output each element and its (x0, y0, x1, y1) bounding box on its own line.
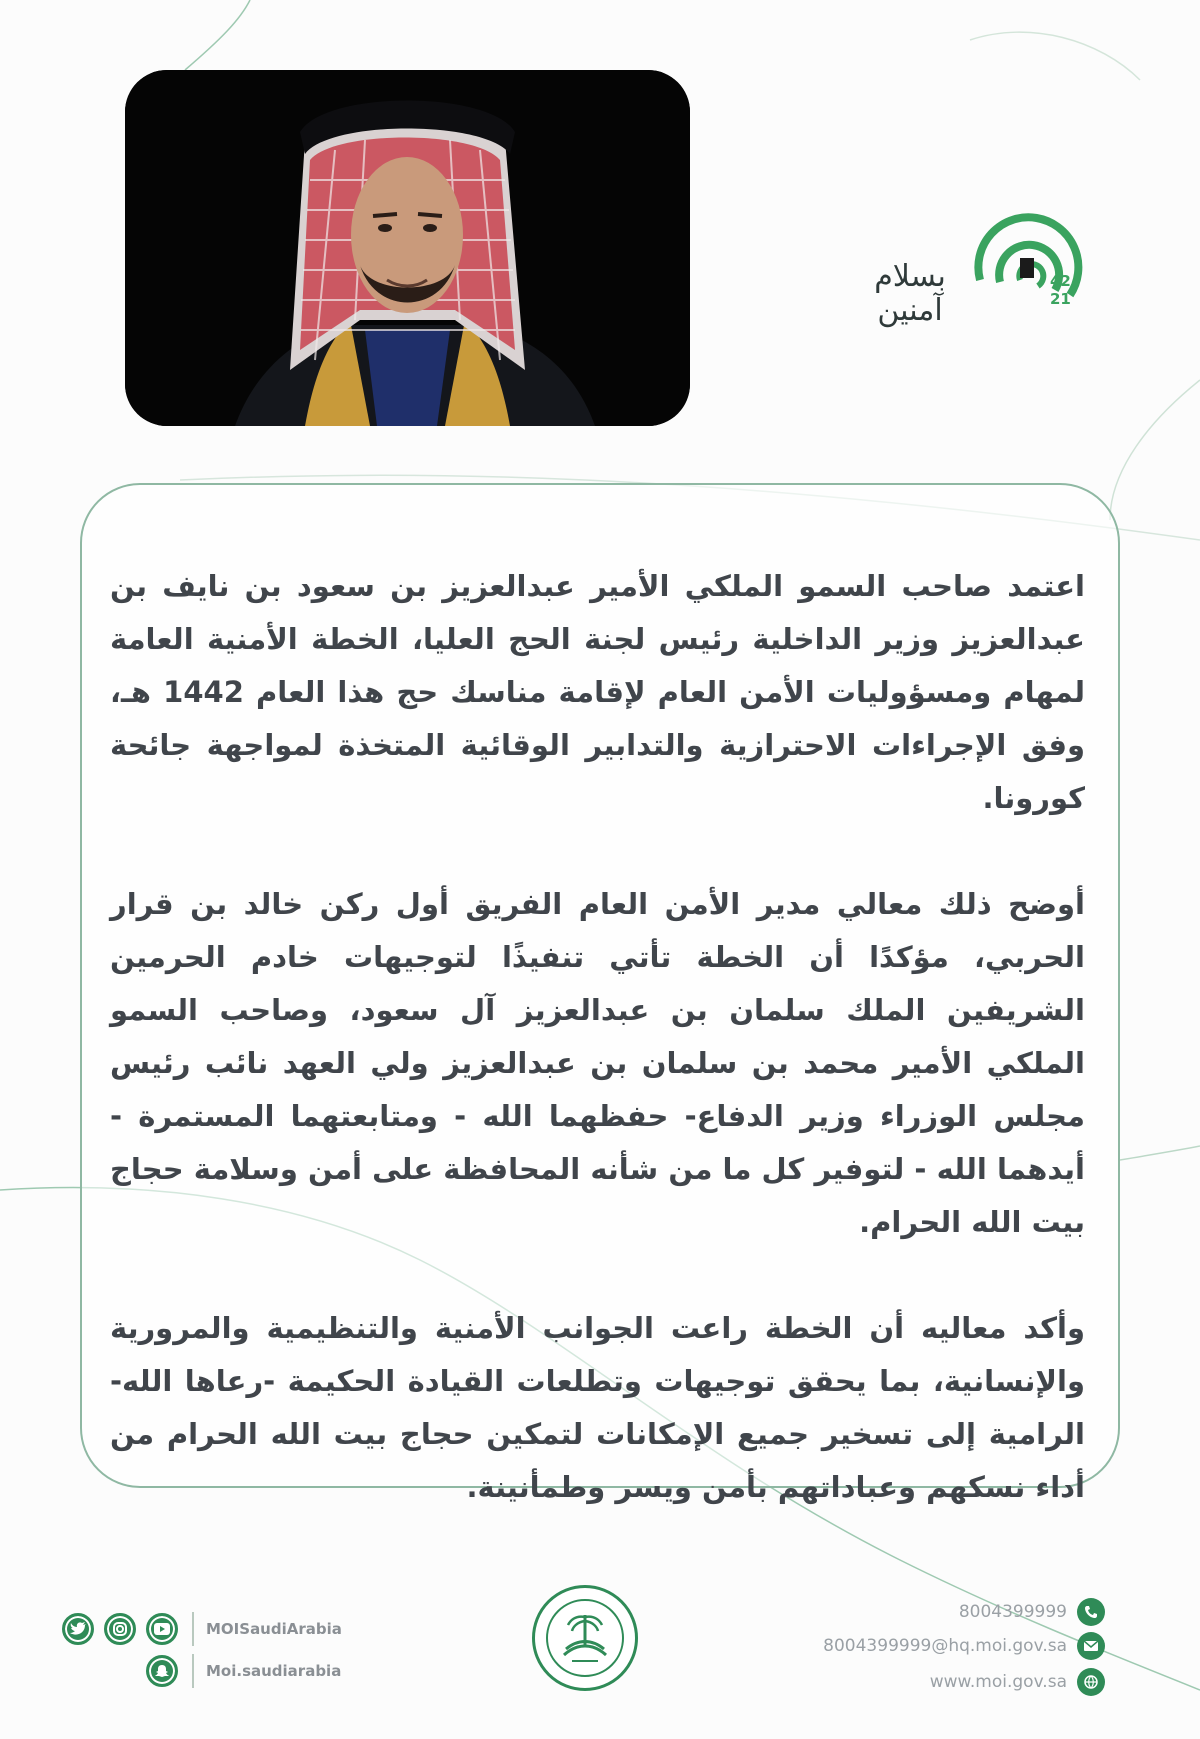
campaign-slogan (840, 260, 980, 328)
campaign-year-bottom: 21 (1050, 290, 1071, 308)
campaign-slogan-line2: آمنين (877, 293, 943, 328)
article-paragraph-2: أوضح ذلك معالي مدير الأمن العام الفريق أول ركن خالد بن قرار الحربي، مؤكدًا أن الخطة تأتي تنفيذًا لتوجيهات خادم الحرمين الشريفين الملك سلمان بن عبدالعزيز آل سعود، وصاحب السمو الملكي الأمير محمد بن سلمان بن عبدالعزيز ولي العهد نائب رئيس مجلس الوزراء وزير الدفاع- حفظهما الله - ومتابعتهما المستمرة - أيدهما الله - لتوفير كل ما من شأنه المحافظة على أمن وسلامة حجاج بيت الله الحرام. (110, 887, 1085, 1239)
footer-divider (192, 1654, 194, 1688)
instagram-icon[interactable] (104, 1613, 136, 1645)
contact-website (930, 1668, 1105, 1696)
web-icon (1077, 1668, 1105, 1696)
social-handle-2[interactable]: Moi.saudiarabia (206, 1662, 342, 1680)
palm-swords-emblem-icon (542, 1595, 628, 1681)
article-body (110, 560, 1085, 1514)
social-handle-1[interactable]: MOISaudiArabia (206, 1620, 342, 1638)
article-paragraph-3: وأكد معاليه أن الخطة راعت الجوانب الأمنية والتنظيمية والمرورية والإنسانية، بما يحقق توجيهات وتطلعات القيادة الحكيمة -رعاها الله- الرامية إلى تسخير جميع الإمكانات لتمكين حجاج بيت الله الحرام من أداء نسكهم وعباداتهم بأمن ويسر وطمأنينة. (110, 1311, 1085, 1504)
twitter-icon[interactable] (62, 1613, 94, 1645)
campaign-logo (840, 200, 1090, 340)
phone-icon (1077, 1598, 1105, 1626)
website-link[interactable]: www.moi.gov.sa (929, 1672, 1067, 1692)
youtube-icon[interactable] (146, 1613, 178, 1645)
email-icon (1077, 1632, 1105, 1660)
email-address[interactable]: 8004399999@hq.moi.gov.sa (823, 1636, 1067, 1656)
social-row-2 (146, 1654, 341, 1688)
campaign-year-top: 42 (1050, 272, 1071, 290)
contact-email (823, 1632, 1105, 1660)
article-paragraph-1: اعتمد صاحب السمو الملكي الأمير عبدالعزيز بن سعود بن نايف بن عبدالعزيز وزير الداخلية رئيس لجنة الحج العليا، الخطة الأمنية العامة لمهام ومسؤوليات الأمن العام لإقامة مناسك حج هذا العام 1442 هـ، وفق الإجراءات الاحترازية والتدابير الوقائية المتخذة لمواجهة جائحة كورونا. (110, 569, 1086, 815)
social-row-1 (62, 1612, 342, 1646)
portrait-photo (125, 70, 690, 426)
ministry-emblem (532, 1585, 638, 1691)
phone-number[interactable]: 8004399999 (958, 1602, 1067, 1622)
portrait-illustration (125, 70, 690, 426)
contact-phone (959, 1598, 1105, 1626)
campaign-slogan-line1: بسلام (874, 259, 946, 294)
snapchat-icon[interactable] (146, 1655, 178, 1687)
footer-divider (192, 1612, 194, 1646)
campaign-year (1050, 272, 1071, 308)
